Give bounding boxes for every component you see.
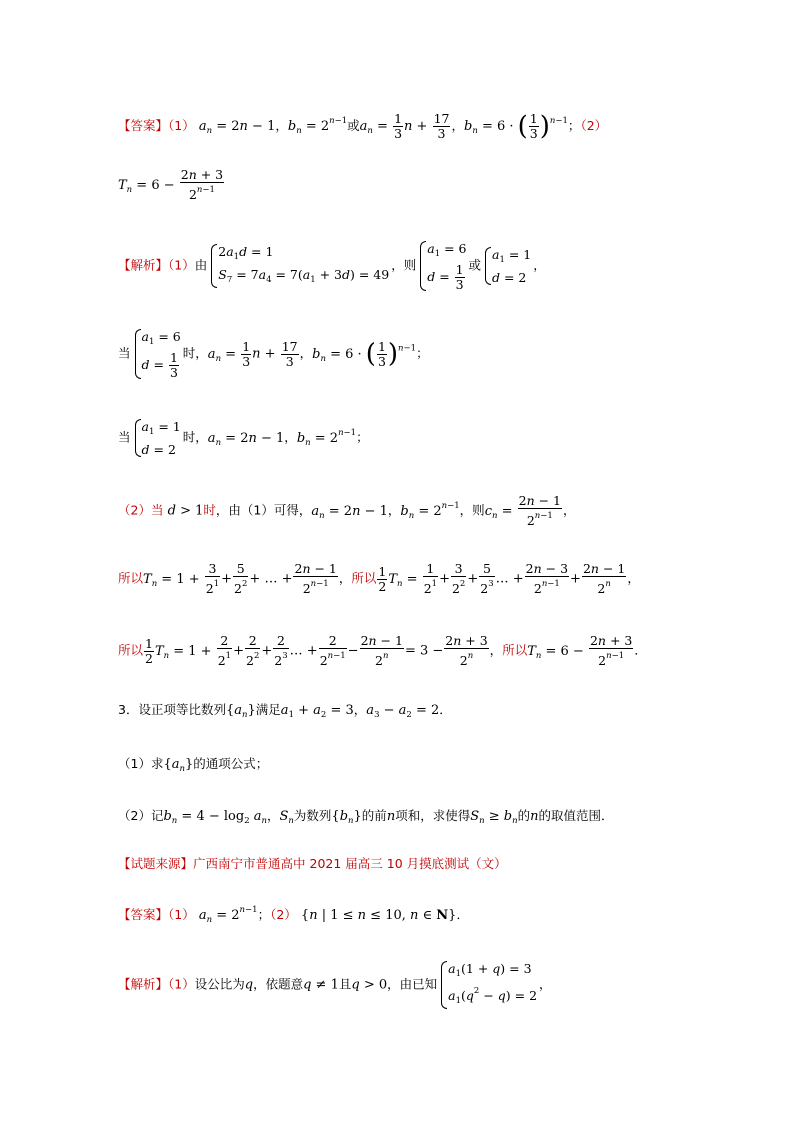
question-3-part-2: （2）记$b_n = 4 - \log_2 a_n$，$S_n$为数列$\{b_n\}$的前n项和，求使得$S_n \ge b_n$的n的取值范围． <box>118 808 614 826</box>
question-3: 3．设正项等比数列$\{a_n\}$满足$a_1 + a_2 = 3$，$a_3 - a_2 = 2$． <box>118 702 452 720</box>
analysis-line-1: 【解析】（1）由 $2a_1d = 1$ $S_7 = 7a_4 = 7(a_1 + 3d) = 49$ ，则 $a_1 = 6$ d = $\frac{1}{3}$ 或 $a_1 = 1$ d = 2 ， <box>118 241 546 292</box>
source-label: 【试题来源】 <box>118 856 194 871</box>
analysis-label: 【解析】 <box>118 257 169 273</box>
analysis-line-6: 所以 $\frac{1}{2}$ $T_n = 1$ + $\frac{2}{2^1}$ + $\frac{2}{2^2}$ + $\frac{2}{2^3}$ … + $\frac{2}{2^{n-1}}$ − $\frac{2n - 1}{2^n}$ = 3 − $\frac{2n + 3}{2^n}$ ，所以$T_n = 6$ − $\frac{2n + 3}{2^{n-1}}$ ． <box>118 633 647 668</box>
answer-line-1: 【答案】（1） $a_n = 2n - 1$，$b_n = 2^{n-1}$或$a_n$ = $\frac{1}{3}$ n + $\frac{17}{3}$ ，$b_n = 6$ · ( $\frac{1}{3}$ )$^{n-1}$；（2） <box>118 111 608 142</box>
answer-3: 【答案】（1） $a_n = 2^{n-1}$；（2） {n | 1 ≤ n ≤ 10, n ∈ N}． <box>118 905 469 925</box>
analysis-line-2: 当 $a_1 = 6$ d = $\frac{1}{3}$ 时，$a_n$ = $\frac{1}{3}$ n + $\frac{17}{3}$ ，$b_n = 6$ · ( $\frac{1}{3}$ )$^{n-1}$； <box>118 329 429 380</box>
source-line <box>118 856 507 873</box>
analysis-line-3: 当 $a_1 = 1$ d = 2 时，$a_n = 2n - 1$，$b_n = 2^{n-1}$； <box>118 419 369 457</box>
analysis-line-5: 所以$T_n = 1$ + $\frac{3}{2^1}$ + $\frac{5}{2^2}$ + … + $\frac{2n - 1}{2^{n-1}}$ ，所以 $\frac{1}{2}$ $T_n$ = $\frac{1}{2^1}$ + $\frac{3}{2^2}$ + $\frac{5}{2^3}$ … + $\frac{2n - 3}{2^{n-1}}$ + $\frac{2n - 1}{2^n}$ ， <box>118 561 640 596</box>
question-3-part-1: （1）求$\{a_n\}$的通项公式； <box>118 756 269 774</box>
analysis-3: 【解析】（1）设公比为q，依题意q ≠ 1且q > 0，由已知 $a_1(1 + q) = 3$ $a_1(q^2 - q) = 2$ ， <box>118 960 552 1010</box>
analysis-line-4: （2）当 d > 1时，由（1）可得，$a_n = 2n - 1$，$b_n = 2^{n-1}$，则$c_n$ = $\frac{2n - 1}{2^{n-1}}$ ， <box>118 493 576 528</box>
source-text: 广西南宁市普通高中 2021 届高三 10 月摸底测试（文） <box>193 856 507 871</box>
answer-line-2: $T_n = 6$ − $\frac{2n + 3}{2^{n-1}}$ <box>118 167 224 202</box>
answer-label: 【答案】 <box>118 118 169 133</box>
